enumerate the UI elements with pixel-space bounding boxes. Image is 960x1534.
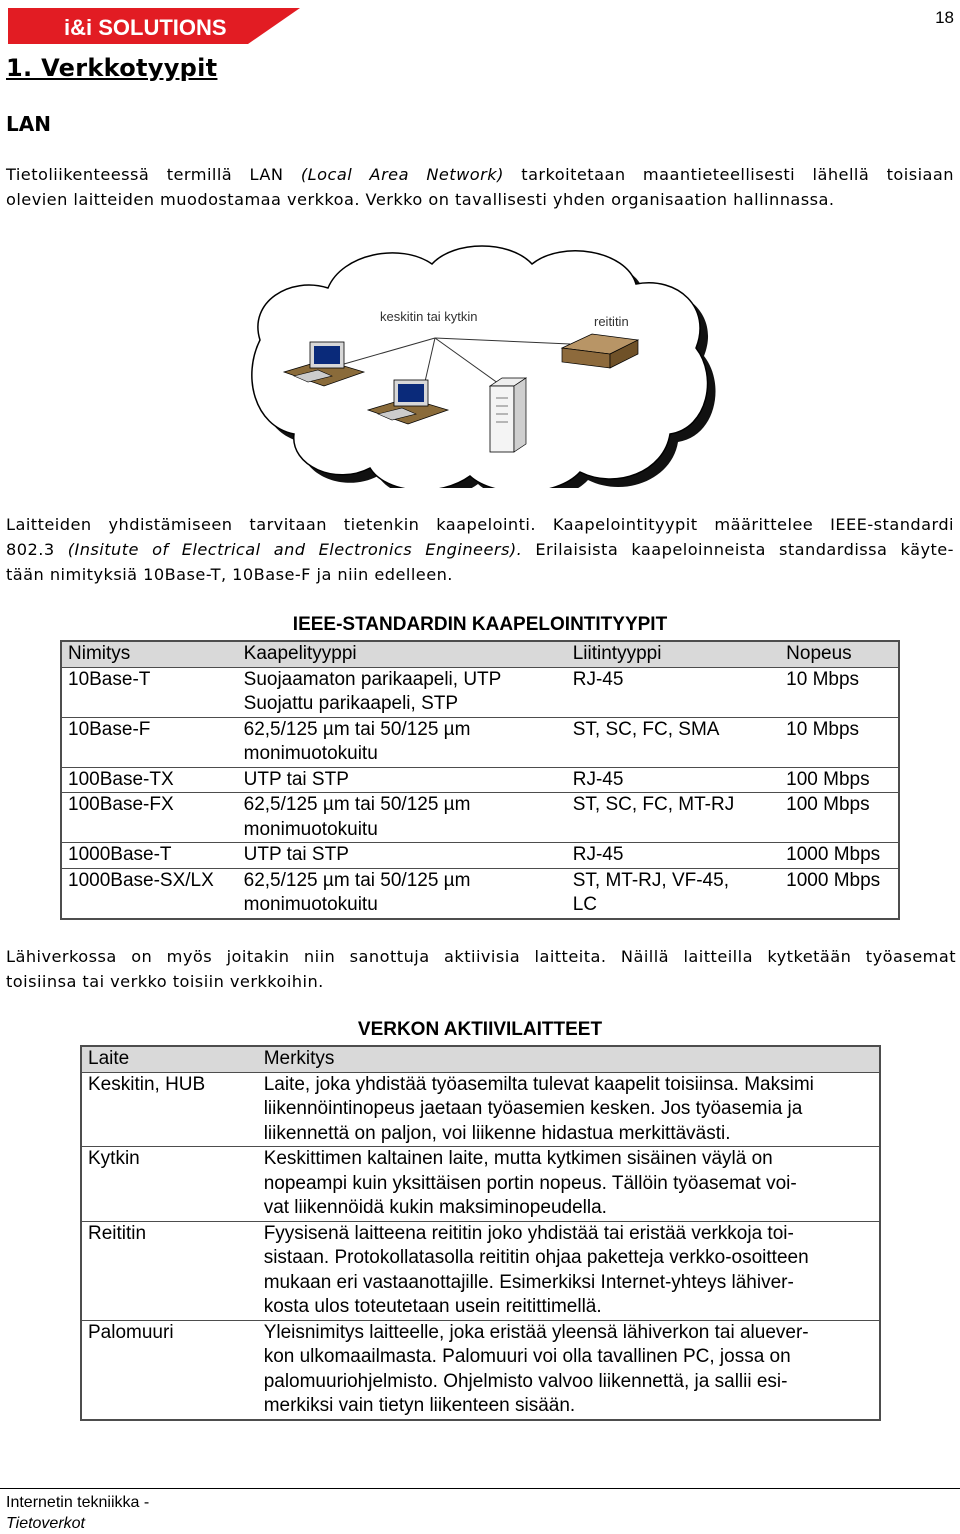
ieee-cabling-table — [60, 640, 900, 920]
table-row: Reititin Fyysisenä laitteena reititin joko yhdistää tai eristää verkkoja toi- sistaan. Protokollatasolla reititin ohjaa paketteja verkko-osoitteen mukaan eri vastaanottajille. Esimerkiksi Internet-yhteys lähiver- kosta ulos toteutetaan usein reitittimellä. — [81, 1221, 880, 1320]
table-row: 1000Base-SX/LX 62,5/125 µm tai 50/125 µm monimuotokuitu ST, MT-RJ, VF-45, LC 1000 Mbps — [61, 868, 899, 919]
footer-course-subtitle: Tietoverkot — [6, 1515, 85, 1532]
cabling-paragraph: Laitteiden yhdistämiseen tarvitaan tietenkin kaapelointi. Kaapelointityypit määrittelee IEEE-standardi 802.3 (Insitute of Electrical and Electronics Engineers). Erilaisista kaapeloinneista standardissa käyte- tään nimityksiä 10Base-T, 10Base-F ja niin edelleen. — [6, 515, 954, 584]
subsection-heading: LAN — [6, 112, 51, 136]
table-row: Kytkin Keskittimen kaltainen laite, mutta kytkimen sisäinen väylä on nopeampi kuin yksittäisen portin nopeus. Tällöin työasemat voi- vat liikennöidä kukin maksiminopeudella. — [81, 1147, 880, 1222]
column-header: Kaapelityyppi — [238, 641, 567, 667]
server-icon — [490, 378, 526, 452]
footer-course-title: Internetin tekniikka - — [6, 1494, 150, 1511]
column-header: Merkitys — [258, 1046, 880, 1072]
table-row: Keskitin, HUB Laite, joka yhdistää työasemilta tulevat kaapelit toisiinsa. Maksimi liikennöintinopeus jaetaan työasemien kesken. Jos työasemia ja liikennettä on paljon, voi liikenne hidastua merkittävästi. — [81, 1072, 880, 1147]
logo-text: i&i SOLUTIONS — [64, 15, 227, 40]
active-devices-paragraph: Lähiverkossa on myös joitakin niin sanottuja aktiivisia laitteita. Näillä laitteilla kytketään työasemat toisiinsa tai verkko toisiin verkkoihin. — [6, 947, 956, 991]
table-row: Palomuuri Yleisnimitys laitteelle, joka eristää yleensä lähiverkon tai aluever- kon ulkomaailmasta. Palomuuri voi olla tavallinen PC, jossa on palomuuriohjelmisto. Ohjelmisto valvoo liikennettä, ja sallii esi- merkiksi vain tietyn liikenteen sisään. — [81, 1320, 880, 1420]
footer-divider — [0, 1488, 960, 1489]
section-heading: 1. Verkkotyypit — [6, 54, 218, 82]
table-row: 10Base-F 62,5/125 µm tai 50/125 µm monimuotokuitu ST, SC, FC, SMA 10 Mbps — [61, 717, 899, 767]
router-label: reititin — [594, 314, 629, 329]
table-row: 100Base-FX 62,5/125 µm tai 50/125 µm monimuotokuitu ST, SC, FC, MT-RJ 100 Mbps — [61, 793, 899, 843]
column-header: Nopeus — [780, 641, 899, 667]
page-number: 18 — [935, 8, 954, 27]
footer — [6, 1492, 206, 1534]
column-header: Nimitys — [61, 641, 238, 667]
ieee-table-title: IEEE-STANDARDIN KAAPELOINTITYYPIT — [292, 614, 668, 635]
active-devices-table — [80, 1045, 881, 1421]
lan-network-diagram — [240, 236, 720, 488]
intro-paragraph: Tietoliikenteessä termillä LAN (Local Area Network) tarkoitetaan maantieteellisesti lähellä toisiaan olevien laitteiden muodostamaa verkkoa. Verkko on tavallisesti yhden organisaation hallinnassa. — [6, 165, 954, 209]
table-row: 10Base-T Suojaamaton parikaapeli, UTP Suojattu parikaapeli, STP RJ-45 10 Mbps — [61, 667, 899, 717]
active-table-title: VERKON AKTIIVILAITTEET — [357, 1019, 603, 1040]
company-logo-banner — [8, 8, 300, 44]
column-header: Liitintyyppi — [567, 641, 780, 667]
column-header: Laite — [81, 1046, 258, 1072]
table-row: 100Base-TX UTP tai STP RJ-45 100 Mbps — [61, 767, 899, 793]
table-row: 1000Base-T UTP tai STP RJ-45 1000 Mbps — [61, 843, 899, 869]
hub-label: keskitin tai kytkin — [380, 309, 478, 324]
